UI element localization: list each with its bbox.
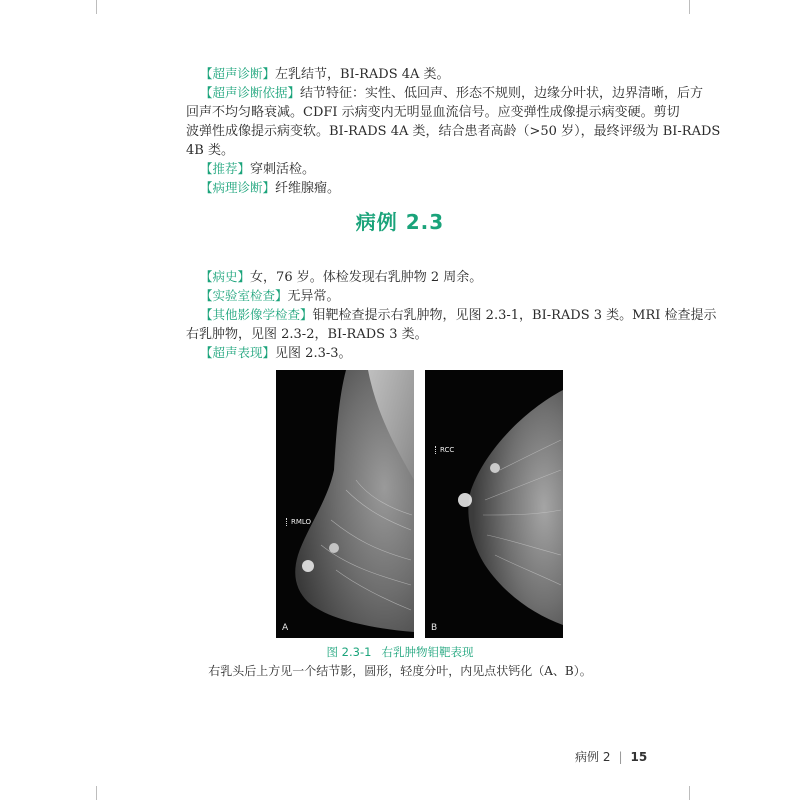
panel-letter-a: A xyxy=(282,623,289,633)
history-item xyxy=(200,267,650,287)
lab-item xyxy=(200,286,650,306)
item-text: 结节特征：实性、低回声、形态不规则，边缘分叶状，边界清晰，后方 xyxy=(300,86,704,101)
crop-mark xyxy=(689,786,703,800)
section-tag: 【其他影像学检查】 xyxy=(200,307,313,322)
section-title: 病例 2.3 xyxy=(355,210,445,234)
mammogram-b-image xyxy=(425,370,563,638)
section-tag: 【病史】 xyxy=(200,269,251,284)
panel-letter-b: B xyxy=(431,623,438,633)
ultrasound-findings-item xyxy=(200,343,650,363)
item-text: 女，76 岁。体检发现右乳肿物 2 周余。 xyxy=(250,270,483,285)
mammogram-panel-a xyxy=(276,370,414,638)
mammogram-a-image xyxy=(276,370,414,638)
ultrasound-basis-item xyxy=(186,83,721,160)
item-text: 纤维腺瘤。 xyxy=(275,181,341,196)
recommendation-item xyxy=(200,159,650,179)
item-text: 回声不均匀略衰减。CDFI 示病变内无明显血流信号。应变弹性成像提示病变硬。剪切 xyxy=(186,105,680,120)
pathology-item xyxy=(200,178,650,198)
crop-mark xyxy=(96,0,110,14)
item-text: 见图 2.3-3。 xyxy=(275,346,352,361)
crop-mark xyxy=(96,786,110,800)
imaging-item xyxy=(186,305,717,344)
mammogram-panel-b xyxy=(425,370,563,638)
item-text: 无异常。 xyxy=(287,289,340,304)
figure-description: 右乳头后上方见一个结节影，圆形，轻度分叶，内见点状钙化（A、B）。 xyxy=(208,664,592,678)
section-tag: 【超声诊断依据】 xyxy=(200,85,301,100)
section-tag: 【推荐】 xyxy=(200,161,251,176)
item-text: 右乳肿物，见图 2.3-2，BI-RADS 3 类。 xyxy=(186,327,428,342)
section-tag: 【病理诊断】 xyxy=(200,180,276,195)
item-text: 左乳结节，BI-RADS 4A 类。 xyxy=(275,67,450,82)
footer-case-label: 病例 2 xyxy=(575,750,611,764)
view-label-rcc: RCC xyxy=(435,446,454,454)
item-text: 4B 类。 xyxy=(186,143,234,158)
view-label-rmlo: RMLO xyxy=(286,518,311,526)
page-number: 15 xyxy=(630,750,648,764)
figure-title: 右乳肿物钼靶表现 xyxy=(381,645,474,659)
section-tag: 【实验室检查】 xyxy=(200,288,288,303)
page-footer: 病例 2 | 15 xyxy=(575,750,648,764)
figure-caption xyxy=(0,644,800,660)
section-tag: 【超声表现】 xyxy=(200,345,276,360)
section-tag: 【超声诊断】 xyxy=(200,66,276,81)
crop-mark xyxy=(689,0,703,14)
item-text: 穿刺活检。 xyxy=(250,162,316,177)
item-text: 波弹性成像提示病变软。BI-RADS 4A 类，结合患者高龄（>50 岁），最终评级为 BI-RADS xyxy=(186,124,721,139)
item-text: 钼靶检查提示右乳肿物，见图 2.3-1，BI-RADS 3 类。MRI 检查提示 xyxy=(312,308,717,323)
ultrasound-diagnosis-item xyxy=(200,64,650,84)
figure-number: 图 2.3-1 xyxy=(326,645,372,659)
